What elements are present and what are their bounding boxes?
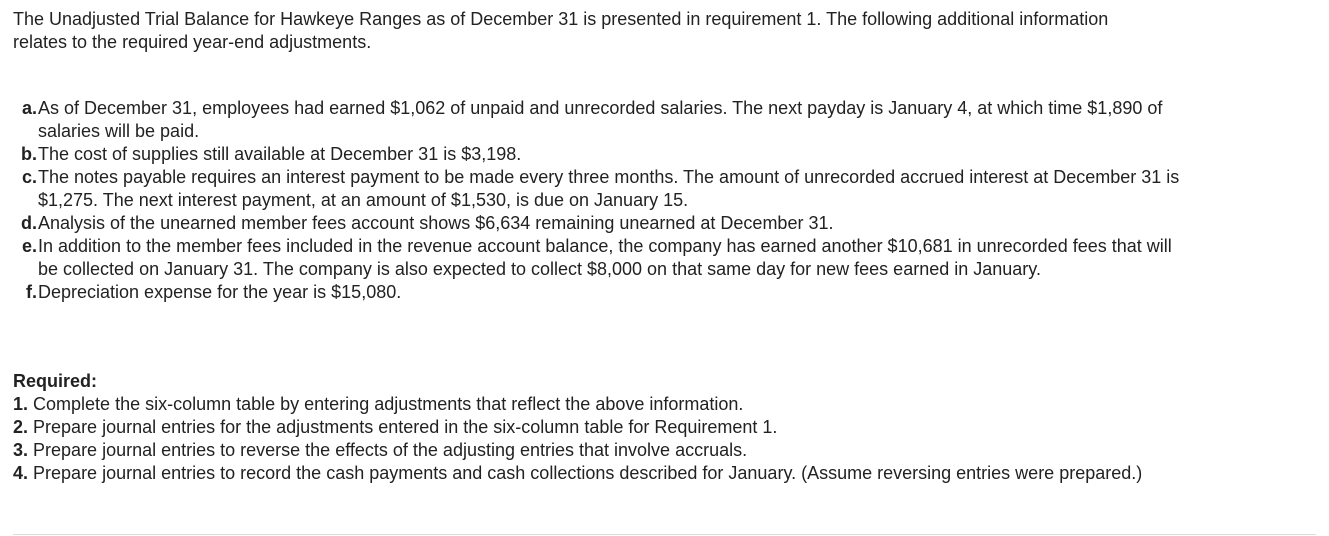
adjustment-item-d	[13, 212, 1213, 235]
required-item-number: 2.	[13, 417, 29, 437]
adjustment-item-e	[13, 235, 1213, 281]
intro-paragraph: The Unadjusted Trial Balance for Hawkeye Ranges as of December 31 is presented in requirement 1. The following additional information relates to the required year-end adjustments.	[13, 9, 1109, 52]
adjustment-letter: f.	[26, 282, 37, 302]
adjustment-text: In addition to the member fees included in the revenue account balance, the company has earned another $10,681 in unrecorded fees that will be collected on January 31. The company is also expected to collect $8,000 on that same day for new fees earned in January.	[38, 236, 1172, 279]
required-section	[13, 370, 1173, 485]
adjustment-letter: c.	[21, 167, 37, 187]
required-item-text: Prepare journal entries for the adjustments entered in the six-column table for Requirement 1.	[33, 417, 778, 437]
required-item-2	[13, 416, 1173, 439]
required-item-4	[13, 462, 1173, 485]
adjustment-letter: b.	[21, 144, 37, 164]
adjustment-text: Analysis of the unearned member fees account shows $6,634 remaining unearned at December 31.	[38, 213, 834, 233]
required-item-text: Prepare journal entries to reverse the effects of the adjusting entries that involve accruals.	[33, 440, 748, 460]
adjustment-item-f	[13, 281, 1213, 304]
adjustment-letter: a.	[21, 98, 37, 118]
required-item-number: 3.	[13, 440, 29, 460]
required-item-number: 1.	[13, 394, 29, 414]
adjustment-text: As of December 31, employees had earned $1,062 of unpaid and unrecorded salaries. The next payday is January 4, at which time $1,890 of salaries will be paid.	[38, 98, 1163, 141]
adjustment-letter: d.	[21, 213, 37, 233]
adjustments-list	[13, 97, 1213, 304]
required-item-text: Complete the six-column table by entering adjustments that reflect the above information.	[33, 394, 744, 414]
bottom-divider	[13, 534, 1316, 535]
required-item-text: Prepare journal entries to record the cash payments and cash collections described for January. (Assume reversing entries were prepared.)	[33, 463, 1143, 483]
required-item-3	[13, 439, 1173, 462]
required-heading: Required:	[13, 371, 98, 391]
required-item-number: 4.	[13, 463, 29, 483]
adjustment-letter: e.	[21, 236, 37, 256]
adjustment-item-a	[13, 97, 1213, 143]
adjustment-item-b	[13, 143, 1213, 166]
adjustment-text: Depreciation expense for the year is $15,080.	[38, 282, 402, 302]
adjustment-text: The notes payable requires an interest payment to be made every three months. The amount of unrecorded accrued interest at December 31 is $1,275. The next interest payment, at an amount of $1,530, is due on January 15.	[38, 167, 1180, 210]
adjustment-text: The cost of supplies still available at December 31 is $3,198.	[38, 144, 522, 164]
adjustment-item-c	[13, 166, 1213, 212]
required-item-1	[13, 393, 1173, 416]
